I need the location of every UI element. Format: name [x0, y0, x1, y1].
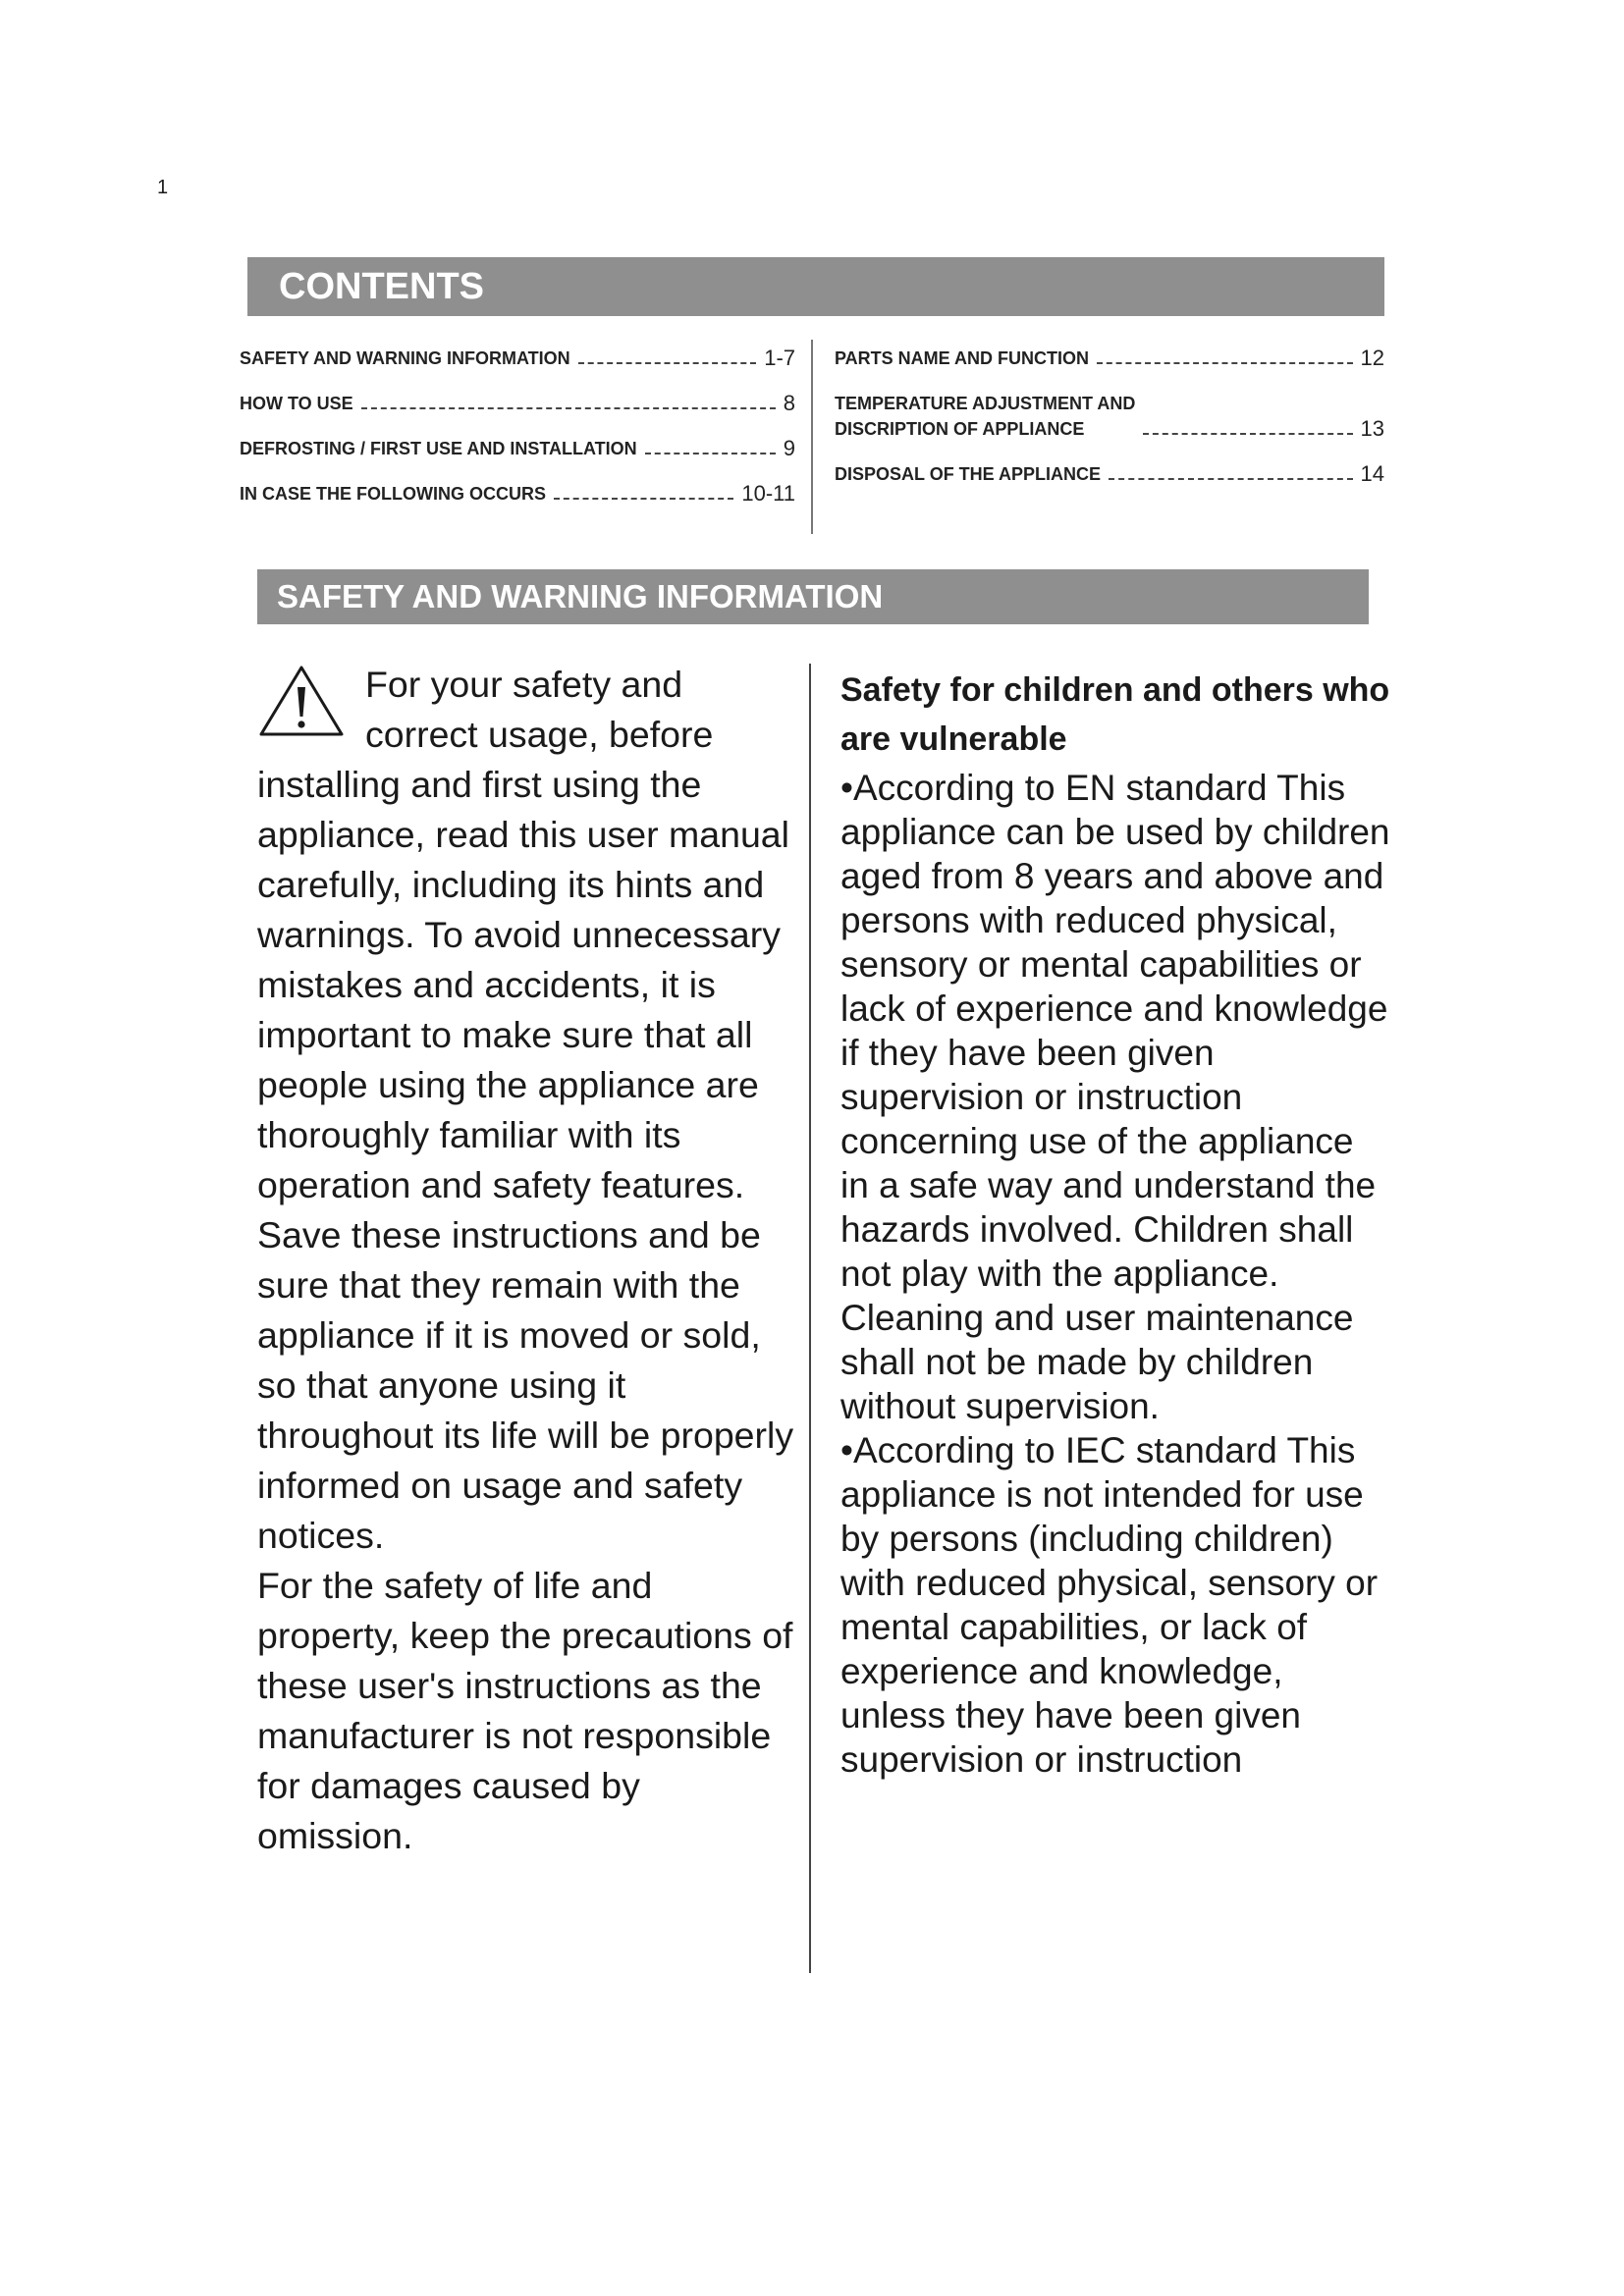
toc-entry-page: 8 [783, 391, 795, 415]
toc-leader [645, 453, 776, 454]
toc-entry[interactable] [835, 391, 1384, 442]
toc-entry-label: SAFETY AND WARNING INFORMATION [240, 348, 570, 368]
toc-entry-page: 13 [1360, 416, 1384, 441]
toc-entry[interactable] [240, 436, 795, 461]
toc-entry-page: 14 [1360, 461, 1384, 486]
toc-right-column [835, 346, 1384, 507]
toc-entry-page: 9 [783, 436, 795, 460]
toc-left-column [240, 346, 795, 526]
children-safety-heading: Safety for children and others who are vulnerable [840, 671, 1390, 758]
toc-entry[interactable] [835, 461, 1384, 487]
page-number: 1 [157, 177, 169, 198]
iec-standard-paragraph: •According to IEC standard This appliance is not intended for use by persons (including children) with reduced physical, sensory or mental capabilities, or lack of experience and knowledge, unless they have been given supervision or instruction [840, 1430, 1379, 1780]
safety-left-column [257, 660, 797, 1861]
toc-entry[interactable] [240, 481, 795, 507]
toc-leader [578, 362, 757, 364]
safety-right-column [840, 666, 1390, 1782]
contents-header: CONTENTS [247, 257, 1384, 316]
toc-entry-label: HOW TO USE [240, 394, 353, 413]
toc-leader [1143, 433, 1352, 435]
toc-leader [1097, 362, 1353, 364]
en-standard-paragraph: •According to EN standard This appliance can be used by children aged from 8 years and above and persons with reduced physical, sensory or mental capabilities or lack of experience and knowledge if they have been given supervision or instruction concerning use of the appliance in a safe way and understand the hazards involved. Children shall not play with the appliance. Cleaning and user maintenance shall not be made by children without supervision. [840, 768, 1390, 1426]
toc-entry-label: DEFROSTING / FIRST USE AND INSTALLATION [240, 439, 637, 458]
toc-divider [811, 340, 813, 534]
toc-entry-page: 10-11 [741, 481, 795, 506]
toc-entry-label: PARTS NAME AND FUNCTION [835, 348, 1089, 368]
toc-entry-label: DISPOSAL OF THE APPLIANCE [835, 464, 1102, 484]
column-divider [809, 664, 811, 1973]
toc-entry-label: TEMPERATURE ADJUSTMENT AND DISCRIPTION OF APPLIANCE [835, 394, 1136, 439]
toc-entry-page: 1-7 [764, 346, 795, 370]
warning-triangle-icon [257, 662, 346, 740]
toc-leader [1109, 478, 1352, 480]
safety-liability-paragraph: For the safety of life and property, keep the precautions of these user's instructions as the manufacturer is not responsible for damages caused by omission. [257, 1565, 793, 1856]
toc-entry[interactable] [240, 346, 795, 371]
safety-section-header: SAFETY AND WARNING INFORMATION [257, 569, 1369, 624]
toc-entry-page: 12 [1360, 346, 1384, 370]
toc-entry[interactable] [240, 391, 795, 416]
toc-entry[interactable] [835, 346, 1384, 371]
toc-entry-label: IN CASE THE FOLLOWING OCCURS [240, 484, 546, 504]
safety-intro-paragraph: For your safety and correct usage, before installing and first using the appliance, read this user manual carefully, including its hints and warnings. To avoid unnecessary mistakes and accidents, it is important to make sure that all people using the appliance are thoroughly familiar with its operation and safety features. Save these instructions and be sure that they remain with the appliance if it is moved or sold, so that anyone using it throughout its life will be properly informed on usage and safety notices. [257, 664, 794, 1556]
toc-leader [554, 498, 733, 500]
toc-leader [361, 407, 776, 409]
